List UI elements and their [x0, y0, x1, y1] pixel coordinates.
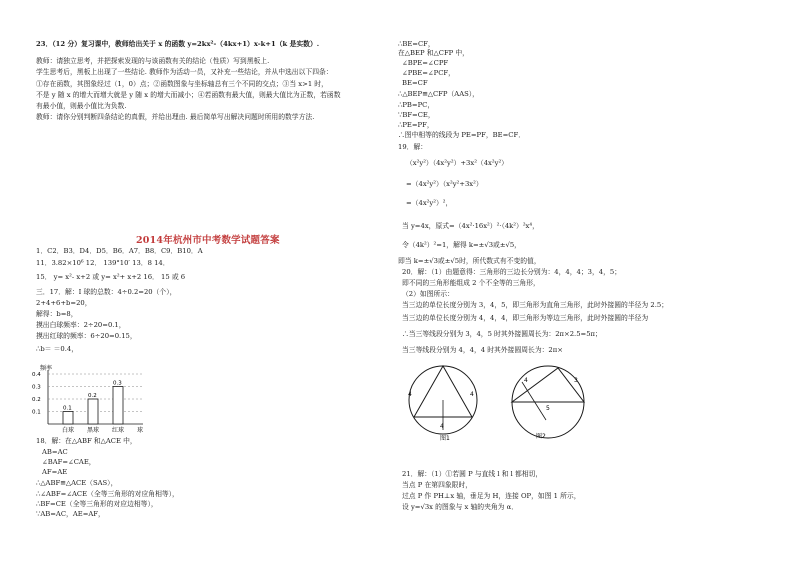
- right-r24: 当三等线段分别为 4，4，4 时其外接圆周长为：2π×: [402, 346, 563, 354]
- svg-text:4: 4: [408, 391, 412, 398]
- problem23-line1: 23．（12 分）复习课中，教师给出关于 x 的函数 y=2kx²-（4kx+1）x-k+1（k 是实数）.: [36, 40, 320, 48]
- answer-s18g: ∵AB=AC，AE=AF，: [36, 510, 105, 518]
- answer-s17: 三．17．解：I 球的总数：4÷0.2=20（个），: [36, 288, 177, 296]
- answer-s17e: 摸出红球的频率：6÷20=0.15，: [36, 332, 137, 340]
- figure-1-circle-equilateral: [398, 362, 488, 442]
- chart-y-tick-label: 0.2: [32, 397, 41, 403]
- chart-bar: [63, 412, 73, 425]
- right-r26: 当点 P 在第四象限时，: [402, 481, 473, 489]
- answer-s17b: 2+4+6+b=20，: [36, 299, 92, 307]
- right-r18: 20．解：（1）由题意得：三角形的三边长分别为：4，4，4；3，4，5；: [402, 268, 622, 276]
- right-r23: ∴当三等线段分别为 3，4，5 时其外接圆周长为：2π×2.5=5π；: [402, 330, 602, 338]
- right-r8: ∵BF=CE，: [398, 111, 435, 119]
- problem23-line4: ①存在函数，其图象经过（1，0）点；②函数图象与坐标轴总有三个不同的交点；③当 x>1 时，: [36, 80, 328, 88]
- right-r6: ∴△BEP≌△CFP（AAS），: [398, 90, 479, 98]
- right-r22: 当三边的单位长度分别为 4，4，4，即三角形为等边三角形，此时外接圆的半径为: [402, 314, 649, 322]
- chart-category-label: 白球: [62, 427, 75, 434]
- chart-bar: [113, 387, 123, 425]
- svg-text:5: 5: [546, 405, 550, 412]
- right-r13: =（4x²y²）（x²y²+3x²）: [406, 180, 483, 188]
- answer-mc: 1．C2．B3．D4．D5．B6．A7．B8．C9．B10．A: [36, 247, 203, 255]
- answer-s18d: ∴△ABF≌△ACE（SAS），: [36, 479, 118, 487]
- answer-s18a: AB=AC: [42, 448, 68, 456]
- answer-s18: 18．解：在△ABF 和△ACE 中，: [36, 437, 137, 445]
- right-r19: 即不同的三角形能组成 2 个不全等的三角形，: [402, 279, 540, 287]
- chart-bars: [62, 381, 143, 435]
- chart-x-label: 球: [137, 427, 144, 434]
- right-r10: ∴图中相等的线段为 PE=PF，BE=CF．: [398, 131, 526, 139]
- answer-s17d: 摸出白球频率：2÷20=0.1，: [36, 321, 126, 329]
- answer-title: 2014年杭州市中考数学试题答案: [136, 235, 280, 246]
- right-r5: BE=CF: [402, 79, 428, 87]
- chart-category-label: 黑球: [87, 427, 100, 434]
- svg-text:4: 4: [440, 423, 444, 430]
- problem23-line3: 学生思考后，黑板上出现了一些结论. 教师作为活动一员，又补充一些结论，并从中选出以下四条：: [36, 68, 333, 76]
- answer-s17c: 解得：b=8，: [36, 310, 78, 318]
- chart-y-tick-label: 0.3: [32, 384, 41, 391]
- right-r9: ∴PE=PF，: [398, 121, 434, 129]
- chart-y-tick-label: 0.1: [32, 409, 41, 416]
- problem23-line5: 不是 y 随 x 的增大而增大就是 y 随 x 的增大而减小；④若函数有最大值，则最大值比为正数，若函数: [36, 91, 341, 99]
- right-r7: ∴PB=PC，: [398, 101, 435, 109]
- right-r27: 过点 P 作 PH⊥x 轴，垂足为 H，连接 OP，如图 1 所示，: [402, 492, 581, 500]
- right-r14: =（4x²y²）²，: [406, 199, 453, 207]
- answer-fill1: 11．3.82×10⁶ 12． 139°10′ 13．8 14．: [36, 259, 170, 267]
- chart-y-tick-label: 0.4: [32, 372, 41, 378]
- svg-text:3: 3: [574, 377, 578, 384]
- problem23-line2: 教师：请独立思考，并把探索发现的与该函数有关的结论（性质）写到黑板上.: [36, 57, 270, 65]
- chart-data-label: 0.2: [88, 393, 97, 399]
- right-r12: （x²y²）（4x²y²）+3x²（4x²y²）: [406, 159, 508, 167]
- right-r4: ∠PBE=∠PCF，: [402, 69, 455, 77]
- frequency-bar-chart: [30, 362, 150, 434]
- answer-s18e: ∴∠ABF=∠ACE（全等三角形的对应角相等），: [36, 490, 179, 498]
- chart-bar: [88, 399, 98, 424]
- right-r15: 当 y=4x，原式=（4x²·16x²）²·（4k²）²x⁴，: [402, 222, 539, 230]
- figure-1-caption: 图1: [440, 435, 450, 442]
- problem23-line6: 有最小值，则最小值比为负数.: [36, 102, 127, 110]
- figure-2-caption: 图2: [536, 433, 546, 440]
- answer-s18f: ∴BF=CE（全等三角形的对应边相等），: [36, 500, 158, 508]
- right-r3: ∠BPE=∠CPF: [402, 59, 449, 67]
- answer-s18c: AF=AE: [42, 468, 68, 476]
- svg-text:4: 4: [524, 377, 528, 384]
- answer-fill2: 15． y= x²- x+2 或 y= x²+ x+2 16． 15 或 6: [36, 273, 186, 281]
- chart-data-label: 0.3: [113, 380, 122, 387]
- figure-2-circle-right-triangle: [498, 362, 598, 442]
- answer-s18b: ∠BAF=∠CAE，: [42, 458, 96, 466]
- right-r28: 设 y=√3x 的图象与 x 轴的夹角为 α．: [402, 503, 519, 511]
- right-r2: 在△BEP 和△CFP 中，: [398, 49, 469, 57]
- right-r20: （2）如图所示：: [402, 290, 454, 298]
- right-r21: 当三边的单位长度分别为 3，4，5，即三角形为直角三角形，此时外接圆的半径为 2.5；: [402, 301, 668, 309]
- right-r1: ∴BE=CF，: [398, 40, 435, 48]
- right-r16: 令（4k²）²=1，解得 k=±√3或±√5，: [402, 241, 521, 249]
- answer-s17f: ∴b＝ ＝0.4，: [36, 345, 79, 353]
- chart-ylabel: 频率: [40, 365, 53, 372]
- right-r17: 即当 k=±√3或±√5时，所代数式有不变的值，: [398, 257, 541, 265]
- chart-data-label: 0.1: [63, 405, 72, 412]
- right-r25: 21．解：（1）①若圆 P 与直线 l 和 l 都相切，: [402, 470, 543, 478]
- svg-text:4: 4: [470, 391, 474, 398]
- right-r11: 19．解：: [398, 143, 428, 151]
- problem23-line7: 教师：请你分别判断四条结论的真假，并给出理由. 最后简单写出解决问题时所用的数学方法.: [36, 113, 315, 121]
- chart-category-label: 红球: [112, 427, 125, 434]
